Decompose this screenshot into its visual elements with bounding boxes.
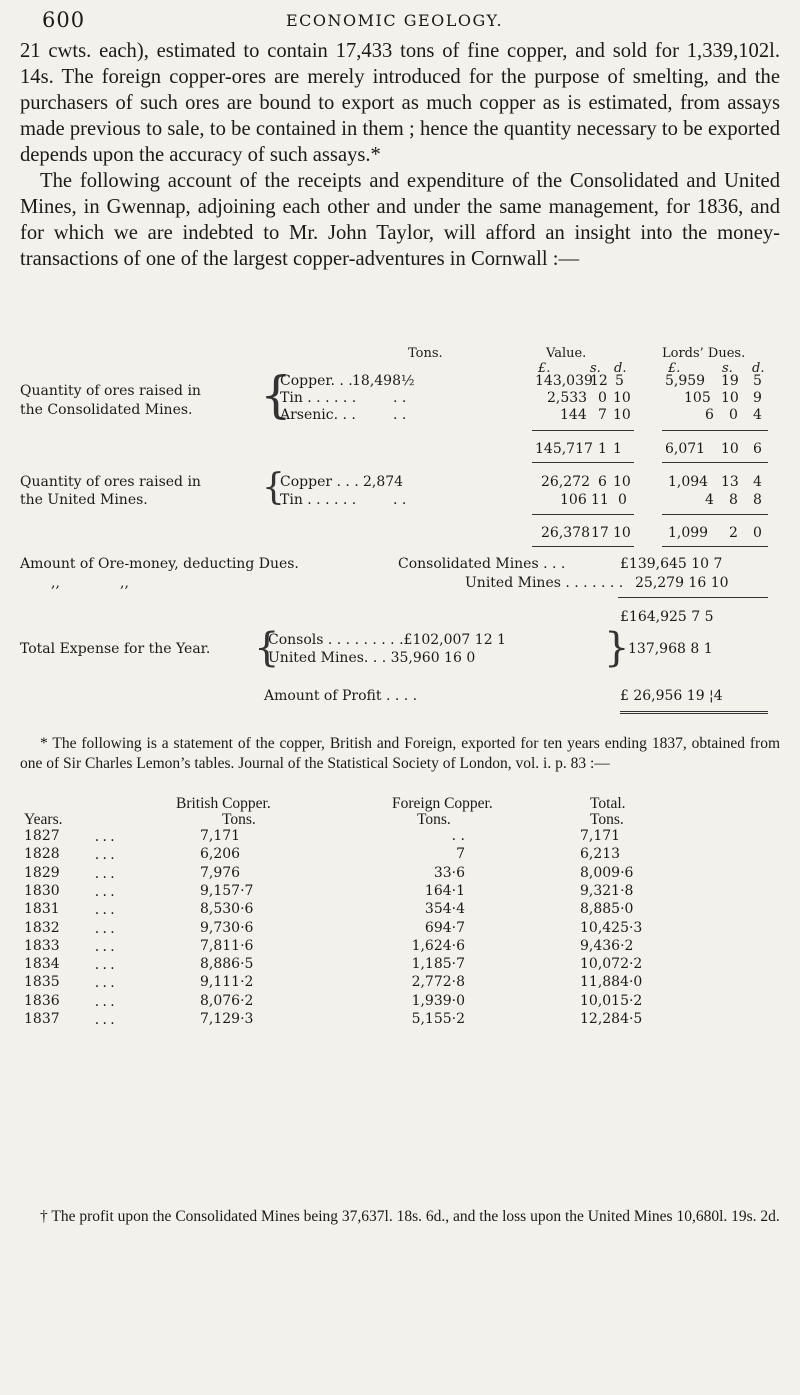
header-unit: Tons.	[417, 811, 451, 828]
value-shillings: 7	[598, 407, 607, 423]
foreign-cell: 1,939·0	[411, 993, 465, 1009]
profit-label: Amount of Profit . . . .	[264, 688, 418, 704]
total-cell: 10,425·3	[580, 920, 643, 936]
brace: {	[262, 467, 285, 508]
british-cell: 6,206	[200, 846, 241, 862]
expense-consol: Consols . . . . . . . . .£102,007 12 1	[268, 632, 506, 648]
dues-shillings: 19	[721, 373, 739, 389]
year-cell: 1834	[24, 956, 60, 972]
leader-dots: . . .	[95, 901, 115, 918]
year-cell: 1833	[24, 938, 60, 954]
total-cell: 12,284·5	[580, 1011, 643, 1027]
dues-pence: 8	[753, 492, 762, 508]
lsd-dues-pounds: £.	[668, 361, 681, 376]
united-label-2: the United Mines.	[20, 492, 148, 508]
british-cell: 8,076·2	[200, 993, 254, 1009]
year-cell: 1831	[24, 901, 60, 917]
paragraph-1: 21 cwts. each), estimated to contain 17,433 tons of fine copper, and sold for 1,339,102l. 14s. The foreign copper-ores are merely introduced for the purpose of smelting, and the purchasers of such ores are bound to export as much copper as is estimated, from assays made previous to sale, to be contained in them ; hence the quantity necessary to be exported depends upon the accuracy of such assays.*	[20, 40, 780, 166]
consolidated-label-2: the Consolidated Mines.	[20, 402, 193, 418]
ore-money-consol-label: Consolidated Mines . . .	[398, 556, 566, 572]
dues-pounds: 4	[705, 492, 714, 508]
foreign-cell: 33·6	[433, 865, 465, 881]
year-cell: 1832	[24, 920, 60, 936]
british-cell: 9,730·6	[200, 920, 254, 936]
british-cell: 9,111·2	[200, 974, 254, 990]
ore-name: Tin . . . . . .	[280, 390, 357, 406]
total-cell: 10,072·2	[580, 956, 643, 972]
leader-dots: . . .	[95, 883, 115, 900]
total-value-pence: 1	[613, 441, 622, 457]
leader-dots: . . .	[95, 828, 115, 845]
value-pounds: 144	[560, 407, 587, 423]
total-value-shillings: 1	[598, 441, 607, 457]
rule	[532, 514, 634, 515]
year-cell: 1830	[24, 883, 60, 899]
dues-pence: 9	[753, 390, 762, 406]
dues-shillings: 13	[721, 474, 739, 490]
ditto-mark: ,,	[51, 575, 60, 591]
dues-pence: 5	[753, 373, 762, 389]
total-value-pounds: 145,717	[535, 441, 593, 457]
footnote-2-text: † The profit upon the Consolidated Mines being 37,637l. 18s. 6d., and the loss upon the United Mines 10,680l. 19s. 2d.	[40, 1208, 780, 1225]
dues-shillings: 0	[729, 407, 738, 423]
british-cell: 7,171	[200, 828, 241, 844]
total-dues-pounds: 1,099	[668, 525, 709, 541]
rule	[532, 430, 634, 431]
year-cell: 1827	[24, 828, 60, 844]
foreign-cell: 354·4	[424, 901, 465, 917]
dues-pounds: 5,959	[665, 373, 706, 389]
consolidated-label-1: Quantity of ores raised in	[20, 383, 201, 399]
total-cell: 8,009·6	[580, 865, 634, 881]
lsd-value-pounds: £.	[538, 361, 551, 376]
header-unit: Tons.	[590, 811, 624, 828]
paragraph-2: The following account of the receipts and expenditure of the Consolidated and United Mines, in Gwennap, adjoining each other and under the same management, for 1836, and for which we are indebted to Mr. John Taylor, will afford an insight into the money-transactions of one of the largest copper-adventures in Cornwall :—	[20, 170, 780, 270]
dues-pounds: 1,094	[668, 474, 709, 490]
foreign-cell: 164·1	[424, 883, 465, 899]
total-dues-pence: 0	[753, 525, 762, 541]
body-text	[20, 38, 780, 272]
total-value-pounds: 26,378	[541, 525, 590, 541]
rule	[662, 462, 768, 463]
leader-dots: . . .	[95, 956, 115, 973]
col-header-dues: Lords’ Dues.	[662, 346, 746, 361]
year-cell: 1837	[24, 1011, 60, 1027]
dues-shillings: 10	[721, 390, 739, 406]
total-cell: 7,171	[580, 828, 621, 844]
dues-pence: 4	[753, 474, 762, 490]
foreign-cell: 7	[456, 846, 465, 862]
leader-dots: . . .	[95, 920, 115, 937]
year-cell: 1829	[24, 865, 60, 881]
header-total: Total.	[590, 795, 626, 812]
profit-amount: £ 26,956 19 ¦4	[620, 688, 723, 704]
rule	[618, 597, 768, 598]
british-cell: 9,157·7	[200, 883, 254, 899]
footnote-1	[20, 734, 780, 774]
ore-money-united-label: United Mines . . . . . . .	[465, 575, 624, 591]
total-dues-shillings: 10	[721, 441, 739, 457]
header-british: British Copper.	[176, 795, 271, 812]
year-cell: 1828	[24, 846, 60, 862]
expense-label: Total Expense for the Year.	[20, 641, 211, 657]
foreign-cell: 1,624·6	[411, 938, 465, 954]
tons-value: . .	[393, 407, 407, 423]
lsd-value-pence: d.	[614, 361, 627, 376]
total-cell: 8,885·0	[580, 901, 634, 917]
total-cell: 9,436·2	[580, 938, 634, 954]
british-cell: 7,129·3	[200, 1011, 254, 1027]
ore-money-sum: £164,925 7 5	[620, 609, 714, 625]
leader-dots: . . .	[95, 865, 115, 882]
value-shillings: 11	[591, 492, 609, 508]
col-header-value: Value.	[546, 346, 587, 361]
rule	[620, 713, 768, 714]
total-dues-shillings: 2	[729, 525, 738, 541]
total-cell: 9,321·8	[580, 883, 634, 899]
total-cell: 6,213	[580, 846, 621, 862]
united-label-1: Quantity of ores raised in	[20, 474, 201, 490]
lsd-dues-shillings: s.	[722, 361, 733, 376]
rule	[620, 711, 768, 712]
ditto-mark: ,,	[120, 575, 129, 591]
total-dues-pence: 6	[753, 441, 762, 457]
value-shillings: 0	[598, 390, 607, 406]
ore-name: Copper. . .	[280, 373, 353, 389]
tons-value: 2,874	[363, 474, 404, 490]
tons-value: . .	[393, 390, 407, 406]
rule	[662, 430, 768, 431]
ore-name: Tin . . . . . .	[280, 492, 357, 508]
value-pence: 10	[613, 407, 631, 423]
total-value-pence: 10	[613, 525, 631, 541]
tons-value: 18,498½	[352, 373, 415, 389]
rule	[662, 546, 768, 547]
foreign-cell: . .	[451, 828, 465, 844]
value-pounds: 143,039	[535, 373, 593, 389]
value-pounds: 26,272	[541, 474, 590, 490]
running-title: ECONOMIC GEOLOGY.	[286, 11, 504, 30]
brace: }	[604, 625, 630, 671]
dues-shillings: 8	[729, 492, 738, 508]
rule	[532, 546, 634, 547]
ore-money-label: Amount of Ore-money, deducting Dues.	[20, 556, 299, 572]
value-pence: 10	[613, 474, 631, 490]
total-cell: 11,884·0	[580, 974, 643, 990]
ore-money-consol-amount: £139,645 10 7	[620, 556, 723, 572]
lsd-dues-pence: d.	[752, 361, 765, 376]
brace: {	[260, 366, 292, 424]
lsd-value-shillings: s.	[590, 361, 601, 376]
value-pounds: 106	[560, 492, 587, 508]
british-cell: 7,976	[200, 865, 241, 881]
foreign-cell: 694·7	[424, 920, 465, 936]
header-years: Years.	[24, 811, 63, 828]
british-cell: 8,530·6	[200, 901, 254, 917]
total-dues-pounds: 6,071	[665, 441, 706, 457]
foreign-cell: 5,155·2	[411, 1011, 465, 1027]
dues-pence: 4	[753, 407, 762, 423]
expense-united: United Mines. . . 35,960 16 0	[268, 650, 476, 666]
dues-pounds: 6	[705, 407, 714, 423]
header-foreign: Foreign Copper.	[392, 795, 493, 812]
leader-dots: . . .	[95, 993, 115, 1010]
page-number: 600	[42, 8, 86, 32]
footnote-2	[20, 1207, 780, 1227]
ore-name: Copper . . .	[280, 474, 359, 490]
leader-dots: . . .	[95, 846, 115, 863]
ore-name: Arsenic. . .	[280, 407, 356, 423]
value-shillings: 6	[598, 474, 607, 490]
year-cell: 1835	[24, 974, 60, 990]
col-header-tons: Tons.	[408, 346, 443, 361]
value-pounds: 2,533	[547, 390, 588, 406]
foreign-cell: 1,185·7	[411, 956, 465, 972]
british-cell: 8,886·5	[200, 956, 254, 972]
tons-value: . .	[393, 492, 407, 508]
dues-pounds: 105	[684, 390, 711, 406]
leader-dots: . . .	[95, 974, 115, 991]
year-cell: 1836	[24, 993, 60, 1009]
brace: {	[254, 625, 280, 671]
total-cell: 10,015·2	[580, 993, 643, 1009]
rule	[532, 462, 634, 463]
leader-dots: . . .	[95, 1011, 115, 1028]
expense-total: 137,968 8 1	[628, 641, 713, 657]
rule	[662, 514, 768, 515]
value-pence: 5	[615, 373, 624, 389]
value-pence: 0	[618, 492, 627, 508]
leader-dots: . . .	[95, 938, 115, 955]
footnote-1-text: * The following is a statement of the copper, British and Foreign, exported for ten years ending 1837, obtained from one of Sir Charles Lemon’s tables. Journal of the Statistical Society of London, vol. i. p. 83 :—	[20, 735, 780, 772]
header-unit: Tons.	[222, 811, 256, 828]
total-value-shillings: 17	[591, 525, 609, 541]
foreign-cell: 2,772·8	[411, 974, 465, 990]
ore-money-united-amount: 25,279 16 10	[635, 575, 729, 591]
value-pence: 10	[613, 390, 631, 406]
british-cell: 7,811·6	[200, 938, 254, 954]
value-shillings: 12	[590, 373, 608, 389]
